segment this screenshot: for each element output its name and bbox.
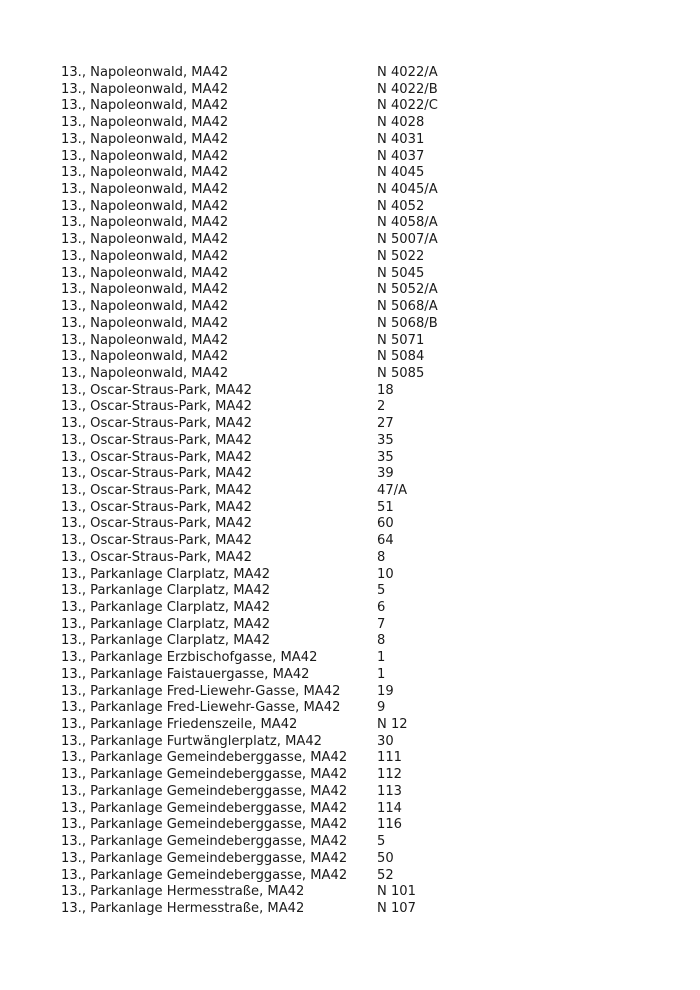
location-text: 13., Napoleonwald, MA42 [61,131,229,147]
list-item [61,700,661,717]
location-text: 13., Oscar-Straus-Park, MA42 [61,482,253,498]
list-item [61,249,661,266]
location-text: 13., Oscar-Straus-Park, MA42 [61,399,253,415]
tree-number-text: 9 [377,700,386,716]
tree-number-text: 35 [377,432,394,448]
location-text: 13., Napoleonwald, MA42 [61,349,229,365]
location-text: 13., Parkanlage Gemeindeberggasse, MA42 [61,800,348,816]
tree-number-text: 5 [377,583,386,599]
tree-number-text: N 5084 [377,349,425,365]
list-item [61,600,661,617]
list-item [61,516,661,533]
tree-number-text: 111 [377,750,402,766]
tree-number-text: N 4052 [377,198,425,214]
tree-number-text: N 5045 [377,265,425,281]
location-text: 13., Napoleonwald, MA42 [61,282,229,298]
list-item [61,851,661,868]
list-item [61,633,661,650]
tree-number-text: 1 [377,650,386,666]
location-text: 13., Oscar-Straus-Park, MA42 [61,432,253,448]
tree-number-text: 7 [377,616,386,632]
list-item [61,834,661,851]
list-item [61,299,661,316]
location-text: 13., Oscar-Straus-Park, MA42 [61,499,253,515]
tree-number-text: N 5007/A [377,232,438,248]
tree-number-text: N 5068/B [377,315,438,331]
tree-number-text: 2 [377,399,386,415]
tree-number-text: N 4058/A [377,215,438,231]
list-item [61,667,661,684]
list-item [61,533,661,550]
location-text: 13., Parkanlage Friedenszeile, MA42 [61,717,298,733]
tree-number-text: N 5052/A [377,282,438,298]
list-item [61,784,661,801]
location-text: 13., Parkanlage Fred-Liewehr-Gasse, MA42 [61,683,341,699]
tree-number-text: 113 [377,783,402,799]
list-item [61,182,661,199]
location-text: 13., Oscar-Straus-Park, MA42 [61,382,253,398]
location-text: 13., Napoleonwald, MA42 [61,115,229,131]
list-item [61,750,661,767]
tree-number-text: 30 [377,733,394,749]
location-text: 13., Napoleonwald, MA42 [61,198,229,214]
location-text: 13., Parkanlage Clarplatz, MA42 [61,566,271,582]
location-text: 13., Napoleonwald, MA42 [61,232,229,248]
tree-number-text: N 4031 [377,131,425,147]
list-item [61,232,661,249]
list-item [61,567,661,584]
tree-number-text: 39 [377,466,394,482]
tree-number-text: N 5022 [377,248,425,264]
location-text: 13., Napoleonwald, MA42 [61,98,229,114]
list-item [61,149,661,166]
location-text: 13., Oscar-Straus-Park, MA42 [61,416,253,432]
location-text: 13., Parkanlage Furtwänglerplatz, MA42 [61,733,322,749]
location-text: 13., Parkanlage Clarplatz, MA42 [61,600,271,615]
tree-number-text: 19 [377,683,394,699]
tree-number-text: 51 [377,499,394,515]
list-item [61,868,661,885]
location-text: 13., Parkanlage Hermesstraße, MA42 [61,884,305,900]
list-item [61,333,661,350]
tree-number-text: N 4022/B [377,81,438,97]
list-item [61,266,661,283]
list-item [61,199,661,216]
location-text: 13., Napoleonwald, MA42 [61,65,229,80]
list-item [61,416,661,433]
tree-number-text: 6 [377,600,386,615]
location-text: 13., Parkanlage Gemeindeberggasse, MA42 [61,767,348,783]
tree-number-text: N 5085 [377,365,425,381]
tree-number-text: N 4045/A [377,182,438,198]
list-item [61,132,661,149]
location-text: 13., Parkanlage Gemeindeberggasse, MA42 [61,817,348,833]
location-text: 13., Oscar-Straus-Park, MA42 [61,516,253,532]
location-text: 13., Napoleonwald, MA42 [61,299,229,315]
location-text: 13., Parkanlage Fred-Liewehr-Gasse, MA42 [61,700,341,716]
tree-number-text: 27 [377,416,394,432]
list-item [61,65,661,82]
list-item [61,483,661,500]
location-text: 13., Parkanlage Gemeindeberggasse, MA42 [61,867,348,883]
tree-number-text: N 5071 [377,332,425,348]
location-text: 13., Parkanlage Clarplatz, MA42 [61,633,271,649]
location-text: 13., Napoleonwald, MA42 [61,332,229,348]
tree-number-text: 112 [377,767,402,783]
location-text: 13., Parkanlage Clarplatz, MA42 [61,583,271,599]
list-item [61,366,661,383]
location-text: 13., Parkanlage Faistauergasse, MA42 [61,666,310,682]
list-item [61,684,661,701]
list-item [61,550,661,567]
location-text: 13., Parkanlage Gemeindeberggasse, MA42 [61,834,348,850]
list-item [61,717,661,734]
tree-number-text: 50 [377,850,394,866]
tree-list [61,65,661,918]
location-text: 13., Parkanlage Gemeindeberggasse, MA42 [61,783,348,799]
tree-number-text: N 101 [377,884,416,900]
location-text: 13., Oscar-Straus-Park, MA42 [61,533,253,549]
location-text: 13., Napoleonwald, MA42 [61,265,229,281]
location-text: 13., Napoleonwald, MA42 [61,81,229,97]
list-item [61,801,661,818]
tree-number-text: 8 [377,633,386,649]
list-item [61,433,661,450]
list-item [61,901,661,918]
location-text: 13., Parkanlage Clarplatz, MA42 [61,616,271,632]
location-text: 13., Napoleonwald, MA42 [61,165,229,181]
tree-number-text: N 4045 [377,165,425,181]
tree-number-text: 114 [377,800,402,816]
list-item [61,734,661,751]
list-item [61,399,661,416]
location-text: 13., Napoleonwald, MA42 [61,182,229,198]
tree-number-text: 52 [377,867,394,883]
location-text: 13., Parkanlage Erzbischofgasse, MA42 [61,650,318,666]
location-text: 13., Parkanlage Gemeindeberggasse, MA42 [61,750,348,766]
tree-number-text: 5 [377,834,386,850]
tree-number-text: N 107 [377,900,416,916]
tree-number-text: 60 [377,516,394,532]
tree-number-text: N 4028 [377,115,425,131]
tree-number-text: N 4022/A [377,65,438,80]
tree-number-text: 10 [377,566,394,582]
list-item [61,82,661,99]
tree-number-text: 47/A [377,482,408,498]
list-item [61,165,661,182]
tree-number-text: N 5068/A [377,299,438,315]
list-item [61,349,661,366]
list-item [61,466,661,483]
list-item [61,115,661,132]
location-text: 13., Napoleonwald, MA42 [61,315,229,331]
tree-number-text: 35 [377,449,394,465]
list-item [61,650,661,667]
tree-number-text: N 4037 [377,148,425,164]
list-item [61,767,661,784]
location-text: 13., Oscar-Straus-Park, MA42 [61,549,253,565]
list-item [61,282,661,299]
location-text: 13., Oscar-Straus-Park, MA42 [61,449,253,465]
location-text: 13., Parkanlage Hermesstraße, MA42 [61,900,305,916]
tree-number-text: 1 [377,666,386,682]
list-item [61,884,661,901]
list-item [61,617,661,634]
list-item [61,215,661,232]
location-text: 13., Napoleonwald, MA42 [61,148,229,164]
tree-number-text: 8 [377,549,386,565]
tree-number-text: 64 [377,533,394,549]
list-item [61,450,661,467]
tree-number-text: 18 [377,382,394,398]
location-text: 13., Napoleonwald, MA42 [61,248,229,264]
list-item [61,583,661,600]
list-item [61,98,661,115]
location-text: 13., Oscar-Straus-Park, MA42 [61,466,253,482]
list-item [61,316,661,333]
tree-number-text: N 4022/C [377,98,438,114]
tree-number-text: N 12 [377,717,408,733]
tree-number-text: 116 [377,817,402,833]
location-text: 13., Napoleonwald, MA42 [61,365,229,381]
location-text: 13., Parkanlage Gemeindeberggasse, MA42 [61,850,348,866]
list-item [61,383,661,400]
location-text: 13., Napoleonwald, MA42 [61,215,229,231]
list-item [61,817,661,834]
list-item [61,500,661,517]
